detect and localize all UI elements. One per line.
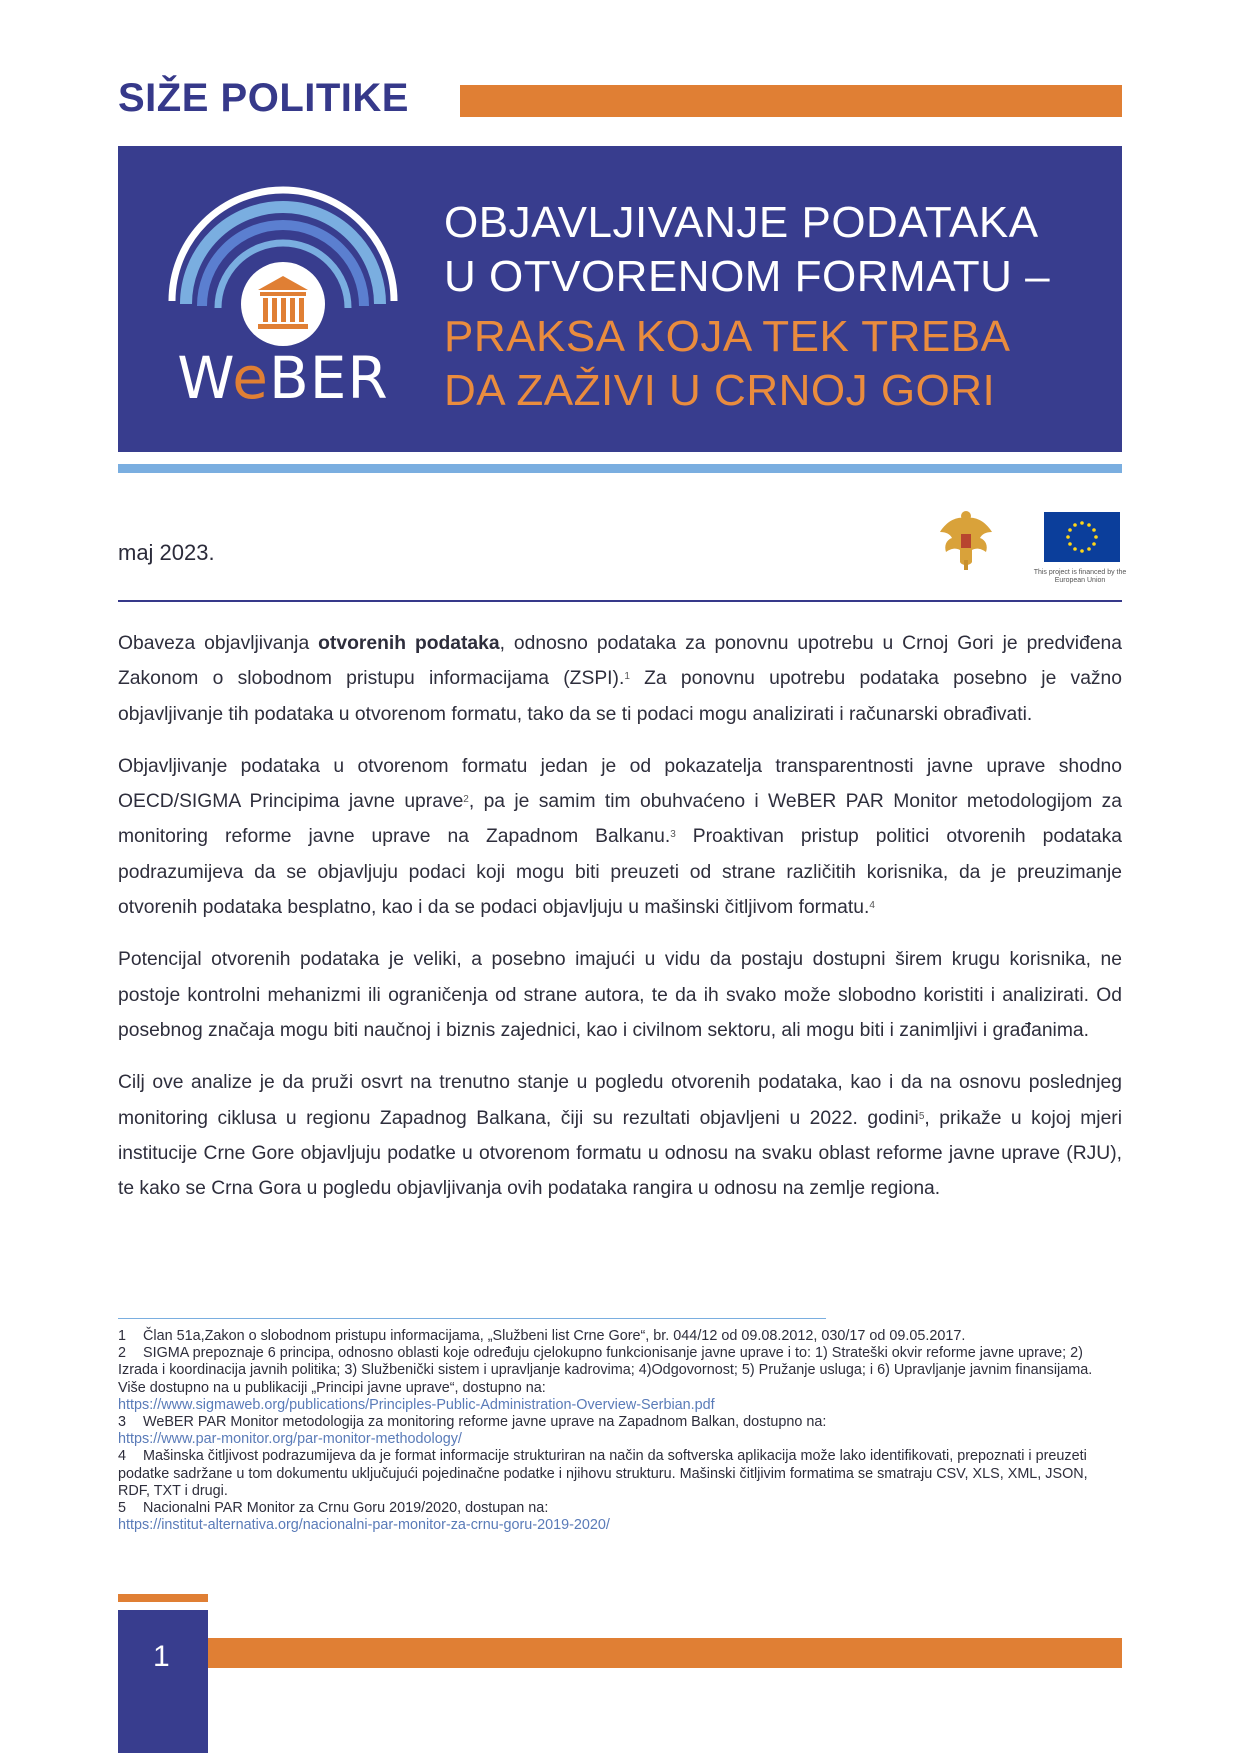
- footnote-text: Mašinska čitljivost podrazumijeva da je format informacije strukturiran na način da softverska aplikacija može lako identifikovati, prepoznati i preuzeti podatke sadržane u tom dokumentu uključujući pojedinačne podatke i njihovu strukturu. Mašinski čitljivim formatima se smatraju CSV, XLS, XML, JSON, RDF, TXT i drugi.: [118, 1448, 1088, 1499]
- footnote-text: Nacionalni PAR Monitor za Crnu Goru 2019/2020, dostupan na:: [143, 1500, 549, 1517]
- title-line-4: DA ZAŽIVI U CRNOJ GORI: [444, 366, 996, 415]
- footnote-1: [118, 1328, 1122, 1345]
- hero-banner: [118, 146, 1122, 452]
- document-title: [444, 196, 1084, 418]
- paragraph-3: Potencijal otvorenih podataka je veliki, a posebno imajući u vidu da postaju dostupni širem krugu korisnika, ne postoje kontrolni mehanizmi ili ograničenja od strane autora, te da ih svako može slobodno koristiti i analizirati. Od posebnog značaja mogu biti naučnoj i biznis zajednici, kao i civilnom sektoru, ali mogu biti i zanimljivi i građanima.: [118, 949, 1122, 1041]
- footnote-number: 3: [118, 1414, 127, 1431]
- p1-bold-term: otvorenih podataka: [318, 633, 500, 654]
- footnote-ref-4[interactable]: 4: [869, 900, 875, 912]
- eu-flag-icon: [1044, 512, 1120, 562]
- p4-text-b: , prikaže u kojoj mjeri institucije Crne Gore objavljuju podatke u otvorenom formatu u odnosu na svaku oblast reforme javne uprave (RJU), te kako se Crna Gora u pogledu objavljivanja ovih podataka rangira u odnosu na zemlje regiona.: [118, 1107, 1123, 1200]
- footnote-4: [118, 1448, 1122, 1500]
- logo-letter-w: W: [177, 344, 233, 412]
- footnote-separator: [118, 1318, 826, 1319]
- page-number: 1: [153, 1640, 170, 1673]
- footnote-ref-3[interactable]: 3: [670, 829, 676, 841]
- eu-funding-caption: This project is financed by the European Union: [1033, 569, 1127, 584]
- footnote-2-link[interactable]: https://www.sigmaweb.org/publications/Principles-Public-Administration-Overview-Serbian.pdf: [118, 1396, 715, 1413]
- paragraph-2: [118, 749, 1122, 925]
- title-line-3: PRAKSA KOJA TEK TREBA: [444, 312, 1011, 361]
- footnote-ref-1[interactable]: 1: [624, 671, 630, 683]
- montenegro-crest-icon: [936, 510, 996, 572]
- footnote-number: 4: [118, 1448, 127, 1465]
- p1-text-b: , odnosno podataka za ponovnu upotrebu u Crnoj Gori je predviđena Zakonom o slobodnom pristupu informacijama (ZSPI).: [118, 633, 1122, 690]
- page-number-box: [118, 1610, 208, 1753]
- footnote-text: Član 51a,Zakon o slobodnom pristupu informacijama, „Službeni list Crne Gore“, br. 044/12 od 09.08.2012, 030/17 od 09.05.2017.: [143, 1328, 966, 1344]
- footnote-number: 2: [118, 1345, 127, 1362]
- footnote-3-link[interactable]: https://www.par-monitor.org/par-monitor-methodology/: [118, 1431, 462, 1448]
- page-tab-accent: [118, 1594, 208, 1602]
- date-separator-line: [118, 600, 1122, 602]
- footnote-text: WeBER PAR Monitor metodologija za monitoring reforme javne uprave na Zapadnom Balkan, dostupno na:: [143, 1414, 827, 1431]
- footnote-5: [118, 1500, 1122, 1517]
- p2-text-c: Proaktivan pristup politici otvorenih podataka podrazumijeva da se objavljuju podaci koji mogu biti preuzeti od strane različitih korisnika, da je preuzimanje otvorenih podataka besplatno, kao i da se podaci objavljuju u mašinski čitljivom formatu.: [118, 826, 1122, 919]
- p2-text-a: Objavljivanje podataka u otvorenom formatu jedan je od pokazatelja transparentnosti javne uprave shodno OECD/SIGMA Principima javne uprave: [118, 755, 1122, 813]
- p1-text-a: Obaveza objavljivanja: [118, 633, 319, 654]
- p1-text-c: Za ponovnu upotrebu podataka posebno je važno objavljivanje tih podataka u otvorenom formatu, tako da se ti podaci mogu analizirati i računarski obrađivati.: [118, 668, 1122, 725]
- footnotes: [118, 1328, 1122, 1534]
- crest-graphic: [936, 510, 996, 572]
- eu-flag-stars: [1044, 512, 1120, 562]
- footnote-text: SIGMA prepoznaje 6 principa, odnosno oblasti koje određuju cjelokupno funkcionisanje javne uprave i to: 1) Strateški okvir reforme javne uprave; 2) Izrada i koordinacija javnih politika; 3) Službenički sistem i upravljanje kadrovima; 4)Odgovornost; 5) Pružanje usluga; i 6) Upravljanje javnim finansijama. Više dostupno na u publikaciji „Principi javne uprave“, dostupno na:: [118, 1345, 1093, 1396]
- logo-letters-ber: BER: [268, 344, 389, 412]
- title-line-1: OBJAVLJIVANJE PODATAKA: [444, 198, 1039, 247]
- p4-text-a: Cilj ove analize je da pruži osvrt na trenutno stanje u pogledu otvorenih podataka, kao i da na osnovu poslednjeg monitoring ciklusa u regionu Zapadnog Balkana, čiji su rezultati objavljeni u 2022. godini: [118, 1072, 1122, 1129]
- publication-date: maj 2023.: [118, 540, 215, 565]
- title-line-2: U OTVORENOM FORMATU –: [444, 252, 1051, 301]
- footnote-number: 1: [118, 1328, 127, 1344]
- weber-logo-wordmark: [168, 346, 398, 410]
- weber-logo-icon: [168, 186, 398, 416]
- footnote-number: 5: [118, 1500, 127, 1517]
- footer-accent-bar: [208, 1638, 1122, 1668]
- header-accent-bar: [460, 85, 1122, 117]
- logo-letter-e: e: [232, 344, 269, 412]
- paragraph-1: [118, 626, 1122, 732]
- document-type-title: SIŽE POLITIKE: [118, 76, 409, 120]
- footnote-3: [118, 1414, 1122, 1431]
- footnote-5-link[interactable]: https://institut-alternativa.org/nacionalni-par-monitor-za-crnu-goru-2019-2020/: [118, 1517, 610, 1534]
- footnote-ref-5[interactable]: 5: [918, 1110, 925, 1122]
- footnote-2: [118, 1345, 1122, 1397]
- main-body: [118, 626, 1122, 1223]
- p2-text-b: , pa je samim tim obuhvaćeno i WeBER PAR Monitor metodologijom za monitoring reforme javne uprave na Zapadnom Balkanu.: [118, 791, 1123, 848]
- footnote-ref-2[interactable]: 2: [463, 794, 469, 806]
- paragraph-4: [118, 1065, 1122, 1206]
- hero-bottom-rule: [118, 464, 1122, 473]
